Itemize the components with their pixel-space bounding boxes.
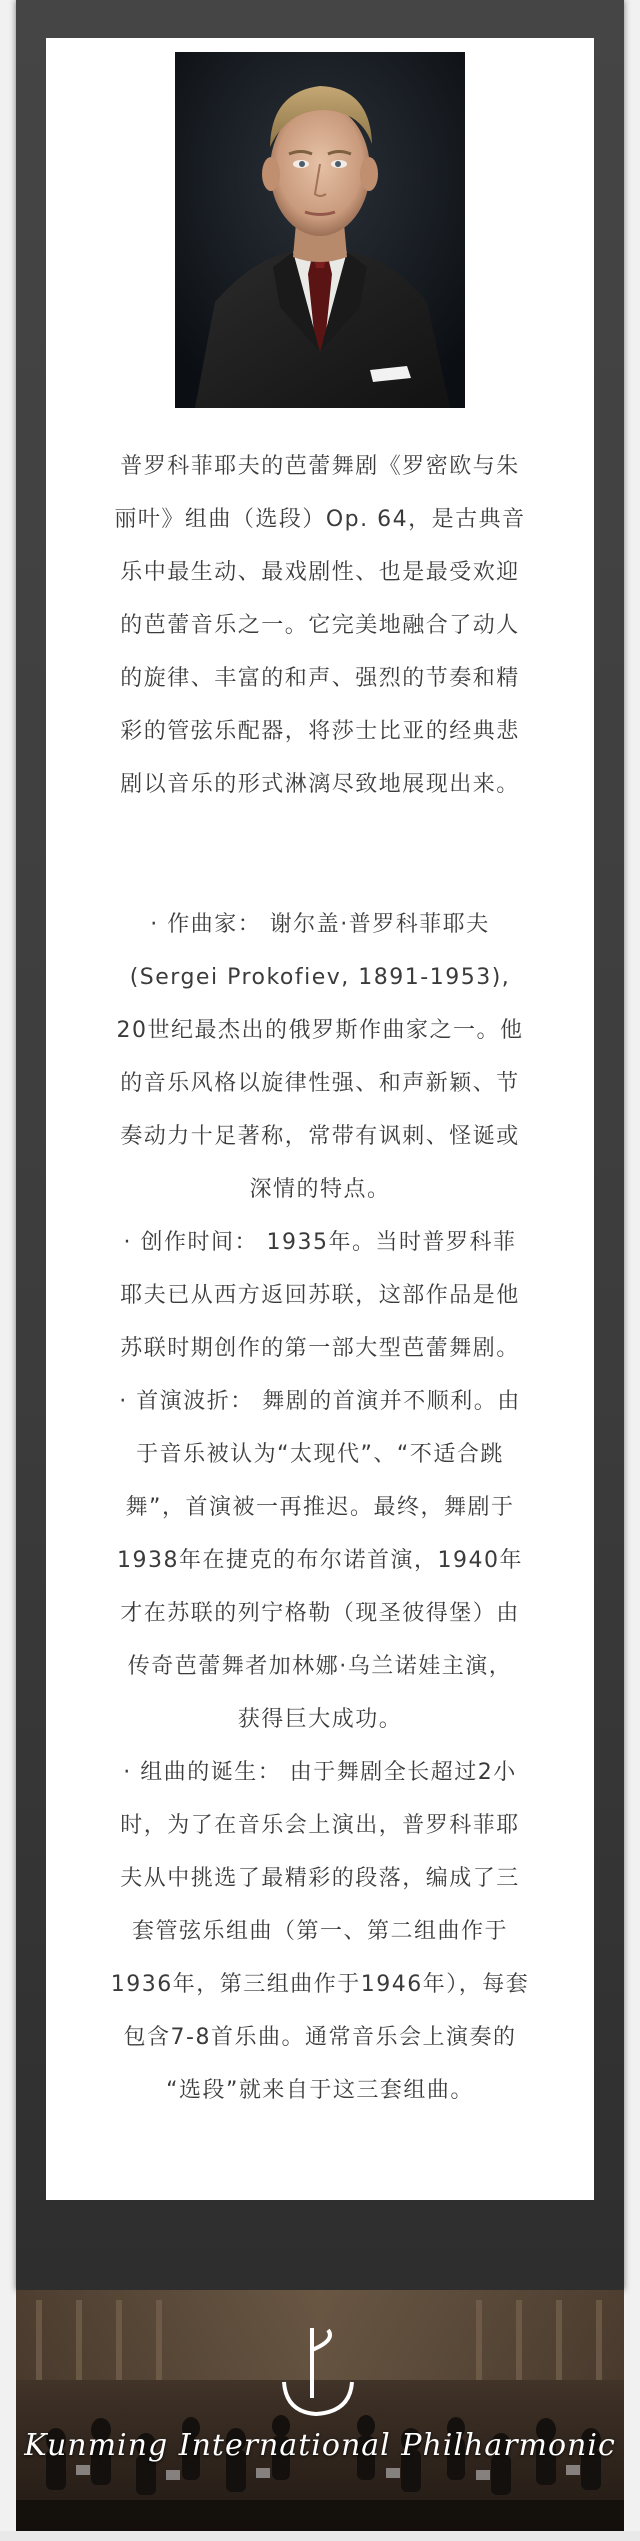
intro-line: 彩的管弦乐配器，将莎士比亚的经典悲 [120, 719, 520, 744]
orchestra-brand-text: Kunming International Philharmonic [24, 2428, 616, 2463]
details-line: (Sergei Prokofiev, 1891-1953), [129, 965, 511, 990]
details-line: 时，为了在音乐会上演出，普罗科菲耶 [120, 1813, 520, 1838]
details-line: 1938年在捷克的布尔诺首演，1940年 [117, 1548, 523, 1573]
details-line: 获得巨大成功。 [237, 1707, 403, 1732]
details-line: · 创作时间： 1935年。当时普罗科菲 [123, 1230, 517, 1255]
details-line: · 组曲的诞生： 由于舞剧全长超过2小 [123, 1760, 517, 1785]
intro-line: 丽叶》组曲（选段）Op. 64，是古典音 [114, 507, 526, 532]
details-line: 深情的特点。 [249, 1177, 391, 1202]
details-line: 才在苏联的列宁格勒（现圣彼得堡）由 [120, 1601, 520, 1626]
composer-portrait [175, 52, 465, 408]
details-line: 苏联时期创作的第一部大型芭蕾舞剧。 [120, 1336, 520, 1361]
details-line: 舞”，首演被一再推迟。最终，舞剧于 [125, 1495, 515, 1520]
bottom-strip [0, 2531, 640, 2541]
details-line: 的音乐风格以旋律性强、和声新颖、节 [120, 1071, 520, 1096]
details-line: · 首演波折： 舞剧的首演并不顺利。由 [119, 1389, 521, 1414]
portrait-illustration [175, 52, 465, 408]
details-line: 包含7-8首乐曲。通常音乐会上演奏的 [123, 2025, 517, 2050]
intro-paragraph [80, 440, 560, 811]
details-line: 20世纪最杰出的俄罗斯作曲家之一。他 [116, 1018, 524, 1043]
details-line: 耶夫已从西方返回苏联，这部作品是他 [120, 1283, 520, 1308]
details-line: · 作曲家： 谢尔盖·普罗科菲耶夫 [150, 912, 490, 937]
details-line: 1936年，第三组曲作于1946年），每套 [110, 1972, 530, 1997]
details-line: 传奇芭蕾舞者加林娜·乌兰诺娃主演， [127, 1654, 513, 1679]
details-list [80, 898, 560, 2117]
intro-line: 的芭蕾音乐之一。它完美地融合了动人 [120, 613, 520, 638]
details-line: 奏动力十足著称，常带有讽刺、怪诞或 [120, 1124, 520, 1149]
intro-line: 普罗科菲耶夫的芭蕾舞剧《罗密欧与朱 [120, 454, 520, 479]
content-card [46, 38, 594, 2200]
details-line: “选段”就来自于这三套组曲。 [166, 2078, 474, 2103]
intro-line: 剧以音乐的形式淋漓尽致地展现出来。 [120, 772, 520, 797]
details-line: 套管弦乐组曲（第一、第二组曲作于 [131, 1919, 508, 1944]
intro-line: 乐中最生动、最戏剧性、也是最受欢迎 [120, 560, 520, 585]
details-line: 于音乐被认为“太现代”、“不适合跳 [136, 1442, 504, 1467]
intro-line: 的旋律、丰富的和声、强烈的节奏和精 [120, 666, 520, 691]
orchestra-banner [16, 2290, 624, 2541]
orchestra-photo-illustration [16, 2290, 624, 2541]
dark-frame [16, 0, 624, 2290]
details-line: 夫从中挑选了最精彩的段落，编成了三 [120, 1866, 520, 1891]
